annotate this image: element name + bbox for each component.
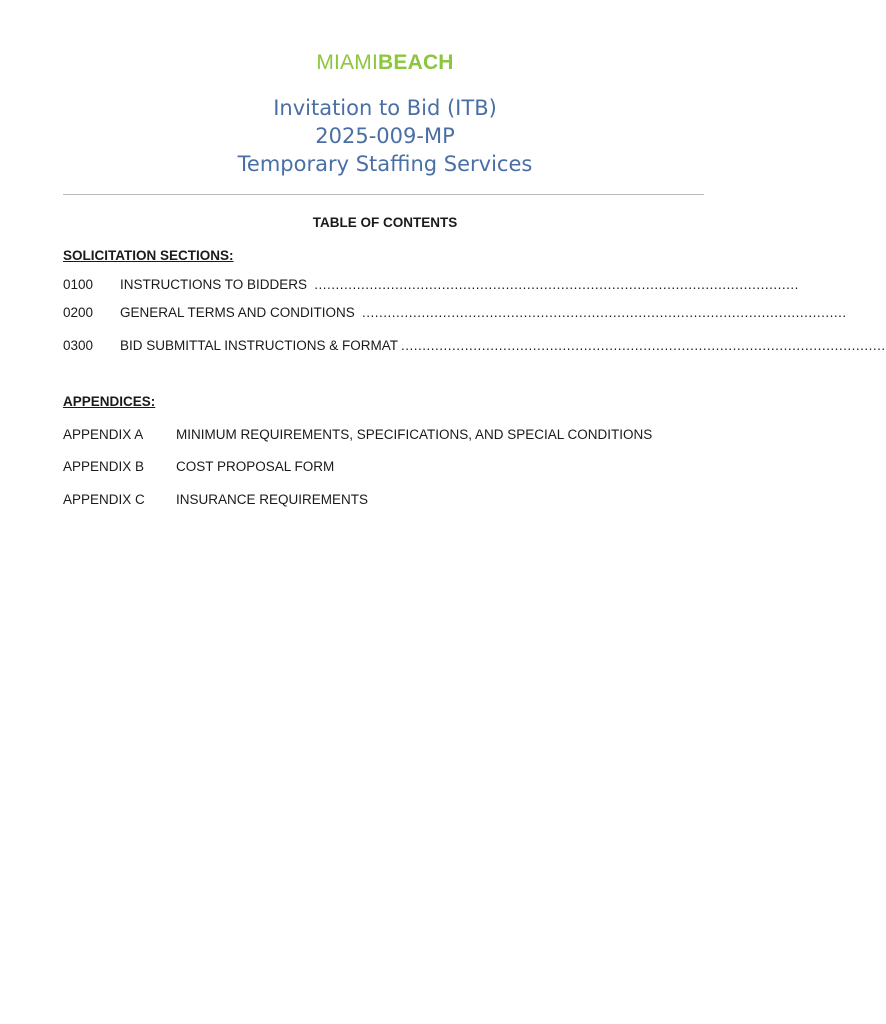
title-line-itb: Invitation to Bid (ITB) <box>273 96 497 120</box>
logo-beach-text: BEACH <box>378 51 454 74</box>
toc-entry-label-wrap <box>120 276 799 294</box>
logo-miami-text: MIAMI <box>316 51 378 74</box>
appendix-name: APPENDIX B <box>63 459 145 474</box>
document-title <box>0 94 770 178</box>
toc-entry-label-wrap <box>120 304 847 322</box>
title-line-number: 2025-009-MP <box>315 124 455 148</box>
appendix-title: INSURANCE REQUIREMENTS <box>176 492 369 507</box>
toc-entry-0100[interactable] <box>63 276 799 294</box>
dot-leader: .................................................................................................................. <box>357 305 847 320</box>
toc-heading: TABLE OF CONTENTS <box>312 215 458 230</box>
toc-entry-number: 0300 <box>63 338 94 353</box>
toc-entry-title: GENERAL TERMS AND CONDITIONS <box>120 305 358 320</box>
appendix-title: MINIMUM REQUIREMENTS, SPECIFICATIONS, AND SPECIAL CONDITIONS <box>176 427 653 442</box>
dot-leader: .................................................................................................................. <box>401 338 886 353</box>
appendix-entry-a[interactable] <box>63 426 723 444</box>
toc-entry-title: INSTRUCTIONS TO BIDDERS <box>120 277 310 292</box>
title-line-subject: Temporary Staffing Services <box>237 152 533 176</box>
dot-leader: .................................................................................................................. <box>310 277 799 292</box>
solicitation-sections-heading: SOLICITATION SECTIONS: <box>63 248 234 263</box>
toc-entry-number: 0100 <box>63 277 94 292</box>
toc-entry-0200[interactable] <box>63 304 847 322</box>
horizontal-divider <box>63 194 704 195</box>
toc-entry-number: 0200 <box>63 305 94 320</box>
appendix-entry-b[interactable] <box>63 458 723 476</box>
toc-entry-0300[interactable] <box>63 337 886 355</box>
toc-entry-label-wrap <box>120 337 886 355</box>
appendix-name: APPENDIX A <box>63 427 144 442</box>
appendix-name: APPENDIX C <box>63 492 145 507</box>
toc-entry-title: BID SUBMITTAL INSTRUCTIONS & FORMAT <box>120 338 401 353</box>
appendices-heading: APPENDICES: <box>63 394 156 409</box>
miami-beach-logo <box>0 50 770 76</box>
appendix-entry-c[interactable] <box>63 491 723 509</box>
appendix-title: COST PROPOSAL FORM <box>176 459 335 474</box>
